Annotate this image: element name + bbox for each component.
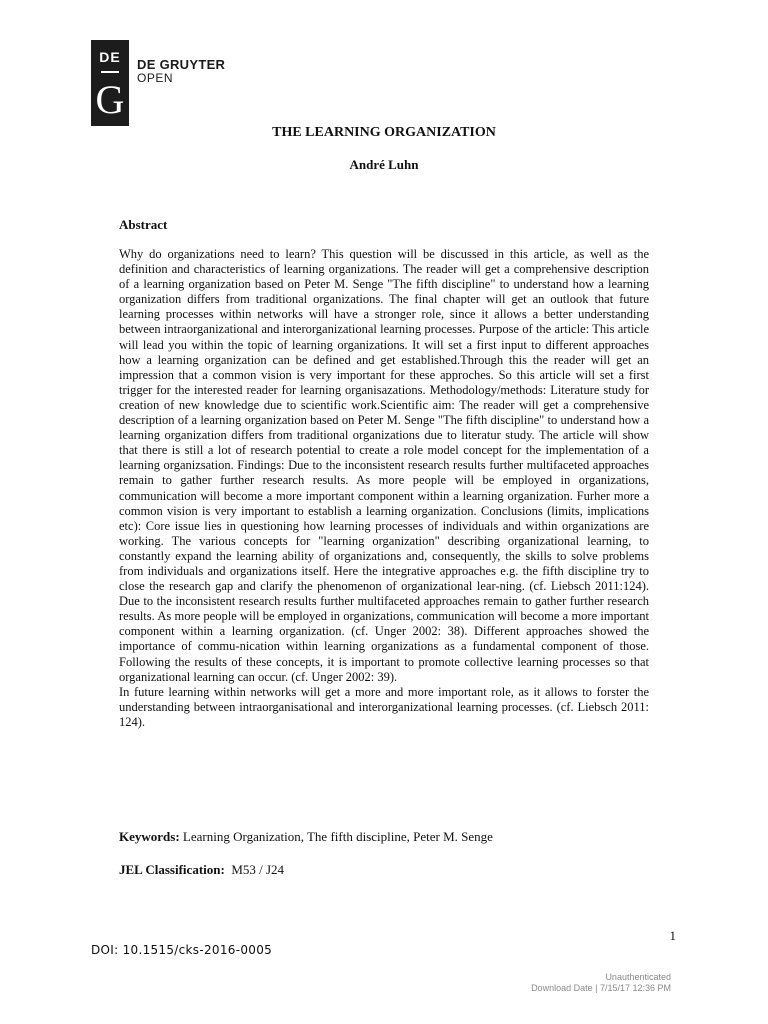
article-title: THE LEARNING ORGANIZATION — [272, 125, 496, 140]
abstract-heading: Abstract — [119, 217, 168, 232]
logo-g-text: G — [95, 77, 125, 122]
logo-de-text: DE — [99, 49, 121, 65]
download-footer — [531, 972, 671, 994]
abstract-paragraph-2: In future learning within networks will get a more and more important role, as it allows to forster the understanding between intraorganisational and interorganizational learning processes. (cf. Liebsch 2011: 124). — [119, 684, 649, 729]
jel-value: M53 / J24 — [231, 862, 285, 877]
keywords-label: Keywords: — [119, 829, 180, 844]
abstract-paragraph-1: Why do organizations need to learn? This question will be discussed in this article, as well as the definition and characteristics of learning organizations. The reader will get a comprehensive description of a learning organization based on Peter M. Senge "The fifth discipline" to understand how a learning organization differs from traditional organizations. The final chapter will get an outlook that future learning processes within networks will have a stronger role, since it allows a better understanding between intraorganizational and interorganizational learning processes. Purpose of the article: This article will lead you within the topic of learning organizations. It will set a first input to different approaches how a learning organization can be defined and get established.Through this the reader will get an impression that a common vision is very important for these approches. So this article will set a first trigger for the interested reader for learning organisazations. Methodology/methods: Literature study for creation of new knowledge due to scientific work.Scientific aim: The reader will get a comprehensive description of a learning organization based on Peter M. Senge "The fifth discipline" to understand how a learning organization differs from traditional organizations due to literatur study. The article will show that there is still a lot of research potential to create a role model concept for the implementation of a learning organizsation. Findings: Due to the inconsistent research results further multifaceted approaches remain to gather further research results. As more people will be employed in organizations, communication will become a more important component within a learning organization. Furher more a common vision is very important to establish a learning organization. Conclusions (limits, implications etc): Core issue lies in questioning how learning processes of individuals and within organizations are working. The various concepts for "learning organization" describing organizational learning, to constantly expand the learning ability of organizations and, consequently, the skills to solve problems from individuals and organizations itself. Here the integrative approaches e.g. the fifth discipline try to close the research gap and clarify the phenomenon of organizational lear-ning. (cf. Liebsch 2011:124). Due to the inconsistent research results further multifaceted approaches remain to gather further research results. As more people will be employed in organizations, communication will become a more important component within a learning organization. (cf. Unger 2002: 38). Different approaches showed the importance of commu-nication within learning organizations as a fundamental component of those. Following the results of these concepts, it is important to promote collective learning processes so that organizational learning can occur. (cf. Unger 2002: 39). — [119, 247, 649, 684]
keywords-line — [119, 829, 679, 845]
publisher-name — [137, 58, 225, 85]
abstract-body — [119, 247, 649, 730]
jel-classification-line — [119, 862, 679, 878]
jel-label: JEL Classification: — [119, 862, 225, 877]
logo-divider — [101, 71, 119, 73]
de-gruyter-logo — [91, 40, 129, 126]
doi-text: DOI: 10.1515/cks-2016-0005 — [91, 943, 273, 957]
publisher-name-line1: DE GRUYTER — [137, 57, 226, 72]
article-author: André Luhn — [349, 157, 419, 172]
footer-download-date: Download Date | 7/15/17 12:36 PM — [531, 983, 671, 993]
publisher-name-line2: OPEN — [137, 71, 174, 85]
footer-auth-status: Unauthenticated — [605, 972, 671, 982]
keywords-value: Learning Organization, The fifth discipline, Peter M. Senge — [182, 829, 493, 844]
page-number: 1 — [669, 928, 676, 943]
